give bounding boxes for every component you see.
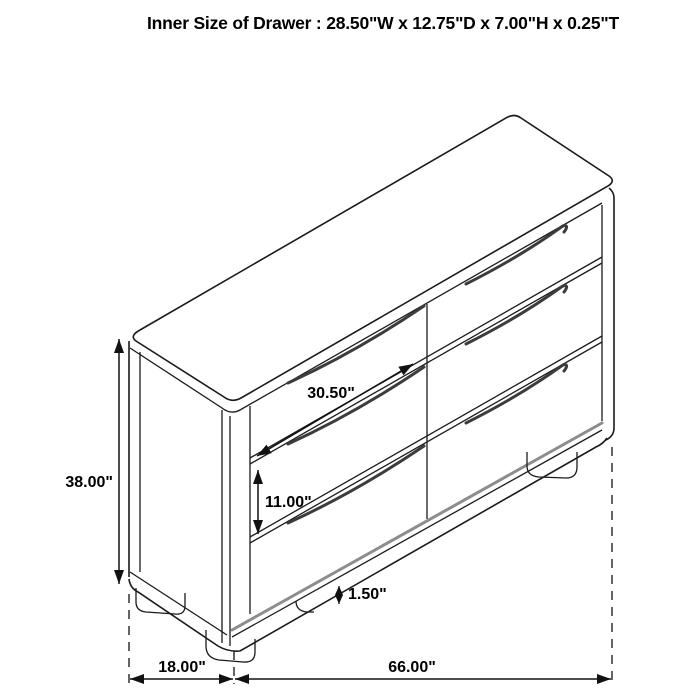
- drawer-handle-icon: [288, 367, 424, 444]
- drawer-handle-icon: [466, 225, 567, 284]
- drawer-width-dimension: [257, 364, 413, 456]
- top-panel: [130, 116, 612, 413]
- bottom-shadow-line: [232, 423, 602, 630]
- base-height-dimension: [339, 586, 387, 604]
- drawer-handle-icon: [288, 446, 424, 523]
- side-bottom-band: [130, 572, 227, 635]
- height-dimension: [65, 339, 119, 584]
- height-dimension-label: 38.00": [65, 474, 113, 491]
- row1-gap-upper: [250, 257, 602, 458]
- feet: [136, 452, 577, 662]
- right-foot: [527, 452, 577, 478]
- dimension-annotations: [65, 339, 612, 684]
- depth-dimension-label: 18.00": [158, 659, 206, 676]
- drawer-height-dimension-label: 11.00": [265, 494, 312, 511]
- depth-dimension: [130, 659, 233, 679]
- drawer-width-dimension-arrow: [257, 364, 413, 456]
- width-dimension-label: 66.00": [388, 659, 436, 676]
- plinth-band-line: [232, 430, 602, 637]
- drawer-width-dimension-label: 30.50": [307, 385, 355, 402]
- width-dimension: [235, 659, 611, 679]
- drawer-handle-icon: [466, 364, 567, 423]
- side-panel: [129, 341, 230, 646]
- top-outline: [133, 116, 612, 401]
- right-corner-outer: [606, 188, 614, 440]
- drawer-grid: [129, 188, 614, 651]
- drawer-handle-icon: [466, 285, 567, 344]
- drawer-height-dimension: [258, 470, 312, 534]
- row2-gap-lower: [250, 342, 602, 543]
- base-height-dimension-label: 1.50": [348, 586, 387, 603]
- page-title: Inner Size of Drawer : 28.50"W x 12.75"D x 7.00"H x 0.25"T: [147, 13, 619, 33]
- row1-gap-lower: [250, 263, 602, 464]
